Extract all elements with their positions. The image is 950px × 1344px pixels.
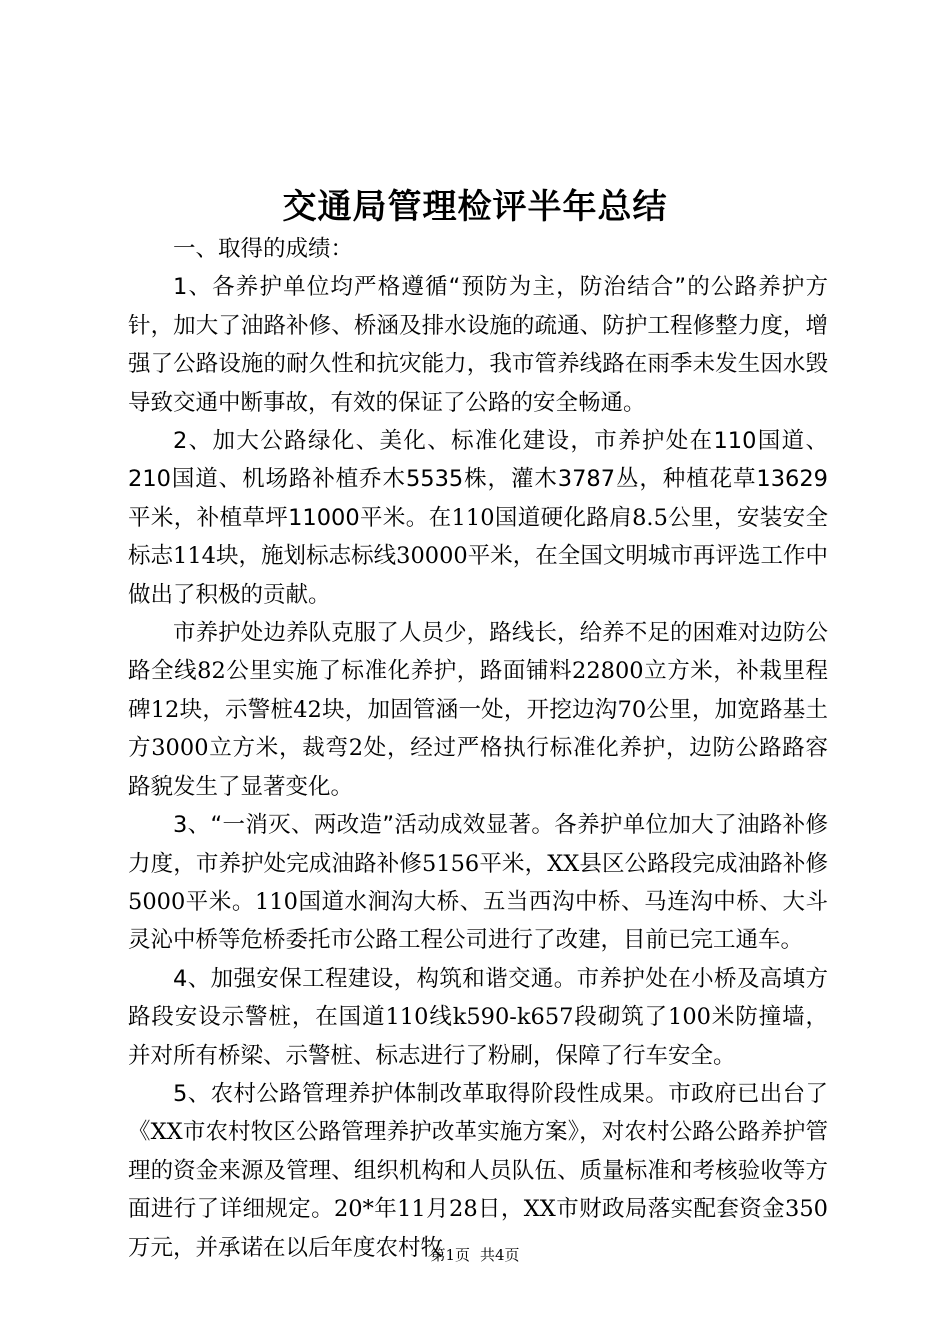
page-number: 第1页 bbox=[430, 1246, 470, 1264]
document-title: 交通局管理检评半年总结 bbox=[282, 187, 668, 227]
page-total: 共4页 bbox=[480, 1246, 520, 1264]
paragraph-6-rest: 市政府已出台了《XX市农村牧区公路管理养护改革实施方案》，对农村公路公路养护管理的资金来源及管理、组织机构和人员队伍、质量标准和考核验收等方面进行了详细规定。20*年11月28日，XX市财政局落实配套资金350万元，并承诺在以后年度农村牧 bbox=[128, 1080, 828, 1261]
page-footer bbox=[0, 1245, 950, 1265]
paragraph-4 bbox=[128, 806, 828, 960]
paragraph-3-text: 市养护处边养队克服了人员少，路线长，给养不足的困难对边防公路全线82公里实施了标准化养护，路面铺料22800立方米，补栽里程碑12块，示警桩42块，加固管涵一处，开挖边沟70公里，加宽路基土方3000立方米，裁弯2处，经过严格执行标准化养护，边防公路路容路貌发生了显著变化。 bbox=[128, 620, 828, 800]
paragraph-4-lead: 3、“一消灭、两改造”活动成效显著。 bbox=[173, 812, 555, 839]
paragraph-2 bbox=[128, 422, 828, 614]
paragraph-1-text: 1、各养护单位均严格遵循“预防为主，防治结合”的公路养护方针，加大了油路补修、桥涵及排水设施的疏通、防护工程修整力度，增强了公路设施的耐久性和抗灾能力，我市管养线路在雨季未发生因水毁导致交通中断事故，有效的保证了公路的安全畅通。 bbox=[128, 274, 828, 416]
paragraph-1 bbox=[128, 268, 828, 422]
paragraph-6-lead: 5、农村公路管理养护体制改革取得阶段性成果。 bbox=[173, 1080, 669, 1107]
paragraph-2-lead: 2、加大公路绿化、美化、标准化建设，市养护处在110国道、210国道、机场路补植乔木5535株，灌木3787丛，种植花草13629平米，补植草坪11000平米。 bbox=[128, 428, 828, 531]
document-body bbox=[128, 230, 828, 1267]
paragraph-3 bbox=[128, 614, 828, 806]
paragraph-6 bbox=[128, 1075, 828, 1267]
paragraph-5-lead: 4、加强安保工程建设，构筑和谐交通。 bbox=[173, 965, 577, 992]
paragraph-5-rest: 市养护处在小桥及高填方路段安设示警桩，在国道110线k590-k657段砌筑了100米防撞墙，并对所有桥梁、示警桩、标志进行了粉刷，保障了行车安全。 bbox=[128, 965, 828, 1069]
section-heading: 一、取得的成绩： bbox=[173, 236, 354, 262]
paragraph-4-rest: 各养护单位加大了油路补修力度，市养护处完成油路补修5156平米，XX县区公路段完成油路补修5000平米。110国道水涧沟大桥、五当西沟中桥、马连沟中桥、大斗灵沁中桥等危桥委托市公路工程公司进行了改建，目前已完工通车。 bbox=[128, 812, 828, 954]
paragraph-5 bbox=[128, 960, 828, 1075]
paragraph-2-rest: 在110国道硬化路肩8.5公里，安装安全标志114块，施划标志标线30000平米，在全国文明城市再评选工作中做出了积极的贡献。 bbox=[128, 504, 829, 608]
